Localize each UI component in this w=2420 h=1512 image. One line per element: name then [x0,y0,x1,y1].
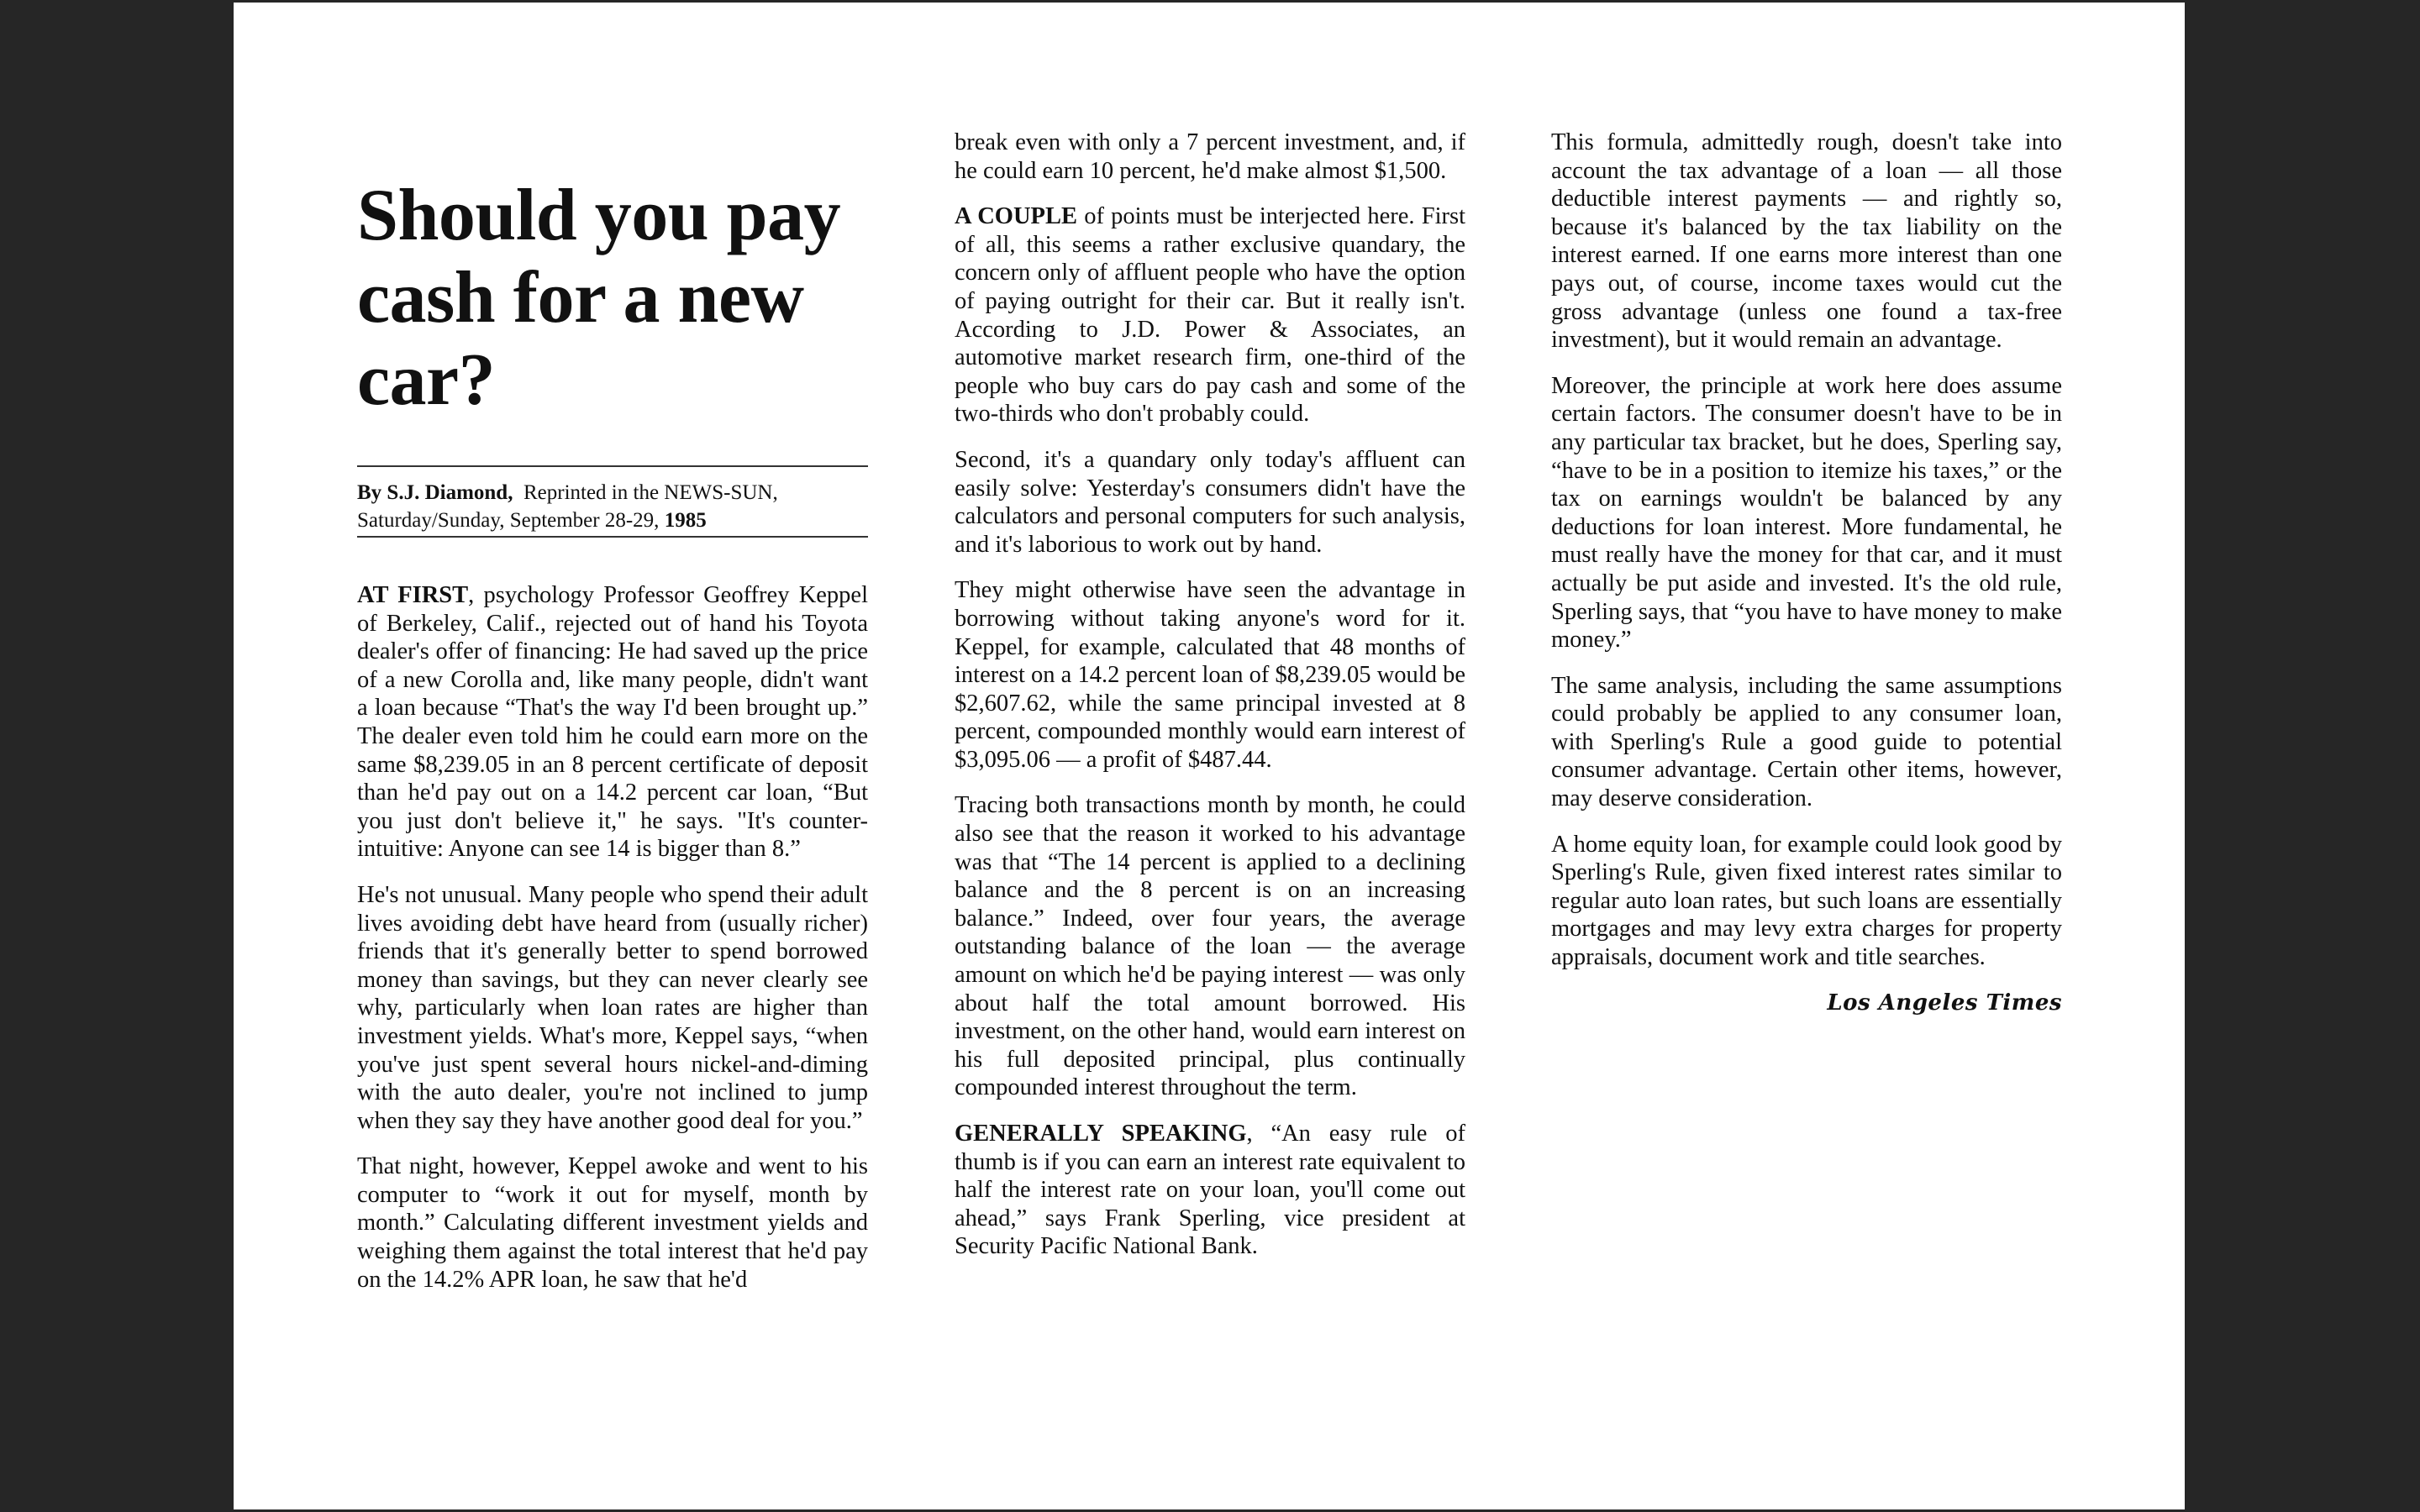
column-3 [1551,129,2062,1017]
paragraph-text: of points must be interjected here. First of all, this seems a rather exclusive quandary, the concern only of affluent people who have the option of paying outright for their car. But it really isn't. According to J.D. Power & Associates, an automotive market research firm, one-third of the people who buy cars do pay cash and some of the two-thirds who don't probably could. [955,203,1465,428]
headline: Should you pay cash for a new car? [357,175,841,421]
column-2 [955,129,1465,1278]
newspaper-signature-logo: Los Angeles Times [1827,990,2062,1016]
document-page [234,3,2185,1509]
paragraph: break even with only a 7 percent investment, and, if he could earn 10 percent, he'd make almost $1,500. [955,129,1465,184]
lead-in: GENERALLY SPEAKING [955,1121,1247,1147]
paragraph: That night, however, Keppel awoke and went to his computer to “work it out for myself, month by month.” Calculating different investment yields and weighing them against the total interest that he'd pay on the 14.2% APR loan, he saw that he'd [357,1153,868,1293]
byline [357,465,868,538]
paragraph-text: , psychology Professor Geoffrey Keppel of Berkeley, Calif., rejected out of hand his Toyota dealer's offer of financing: He had saved up the price of a new Corolla and, like many people, didn't want a loan because “That's the way I'd been brought up.” The dealer even told him he could earn more on the same $8,239.05 in an 8 percent certificate of deposit than he'd pay out on a 14.2 percent car loan, “But you just don't believe it," he says. "It's counter-intuitive: Anyone can see 14 is bigger than 8.” [357,582,868,863]
lead-in: A COUPLE [955,203,1077,230]
paragraph: He's not unusual. Many people who spend their adult lives avoiding debt have heard from (usually richer) friends that it's generally better to spend borrowed money than savings, but they can never clearly see why, particularly when loan rates are higher than investment yields. What's more, Keppel says, “when you've just spent several hours nickel-and-diming with the auto dealer, you're not inclined to jump when they say they have another good deal for you.” [357,881,868,1134]
paragraph: Moreover, the principle at work here does assume certain factors. The consumer doesn't have to be in any particular tax bracket, but he does, Sperling say, “have to be in a position to itemize his taxes,” or the tax on earnings wouldn't be balanced by any deductions for loan interest. More fundamental, he must really have the money for that car, and it must actually be put aside and invested. It's the old rule, Sperling says, that “you have to have money to make money.” [1551,372,2062,654]
byline-author: By S.J. Diamond, [357,481,513,504]
column-1 [357,175,868,1311]
paragraph: The same analysis, including the same assumptions could probably be applied to any consumer loan, with Sperling's Rule a good guide to potential consumer advantage. Certain other items, however, may deserve consideration. [1551,672,2062,812]
byline-date: Saturday/Sunday, September 28-29, [357,509,660,532]
byline-source: Reprinted in the NEWS-SUN, [523,481,778,504]
paragraph-text: , “An easy rule of thumb is if you can earn an interest rate equivalent to half the interest rate on your loan, you'll come out ahead,” says Frank Sperling, vice president at Security Pacific National Bank. [955,1121,1465,1260]
lead-in: AT FIRST [357,582,469,608]
paragraph: This formula, admittedly rough, doesn't take into account the tax advantage of a loan — all those deductible interest payments — and rightly so, because it's balanced by the tax liability on the interest earned. If one earns more interest than one pays out, of course, income taxes would cut the gross advantage (unless one found a tax-free investment), but it would remain an advantage. [1551,129,2062,354]
paragraph [955,1120,1465,1261]
paragraph: They might otherwise have seen the advantage in borrowing without taking anyone's word for it. Keppel, for example, calculated that 48 months of interest on a 14.2 percent loan of $8,239.05 would be $2,607.62, while the same principal invested at 8 percent, compounded monthly would earn interest of $3,095.06 — a profit of $487.44. [955,577,1465,773]
paragraph [357,581,868,864]
byline-year: 1985 [664,509,707,532]
paragraph: Second, it's a quandary only today's affluent can easily solve: Yesterday's consumers didn't have the calculators and personal computers for such analysis, and it's laborious to work out by hand. [955,446,1465,558]
paragraph: A home equity loan, for example could look good by Sperling's Rule, given fixed interest rates similar to regular auto loan rates, but such loans are essentially mortgages and may levy extra charges for property appraisals, document work and title searches. [1551,831,2062,971]
paragraph: Tracing both transactions month by month, he could also see that the reason it worked to his advantage was that “The 14 percent is applied to a declining balance and the 8 percent is on an increasing balance.” Indeed, over four years, the average outstanding balance of the loan — the average amount on which he'd be paying interest — was only about half the total amount borrowed. His investment, on the other hand, would earn interest on his full deposited principal, plus continually compounded interest throughout the term. [955,792,1465,1101]
paragraph [955,202,1465,428]
